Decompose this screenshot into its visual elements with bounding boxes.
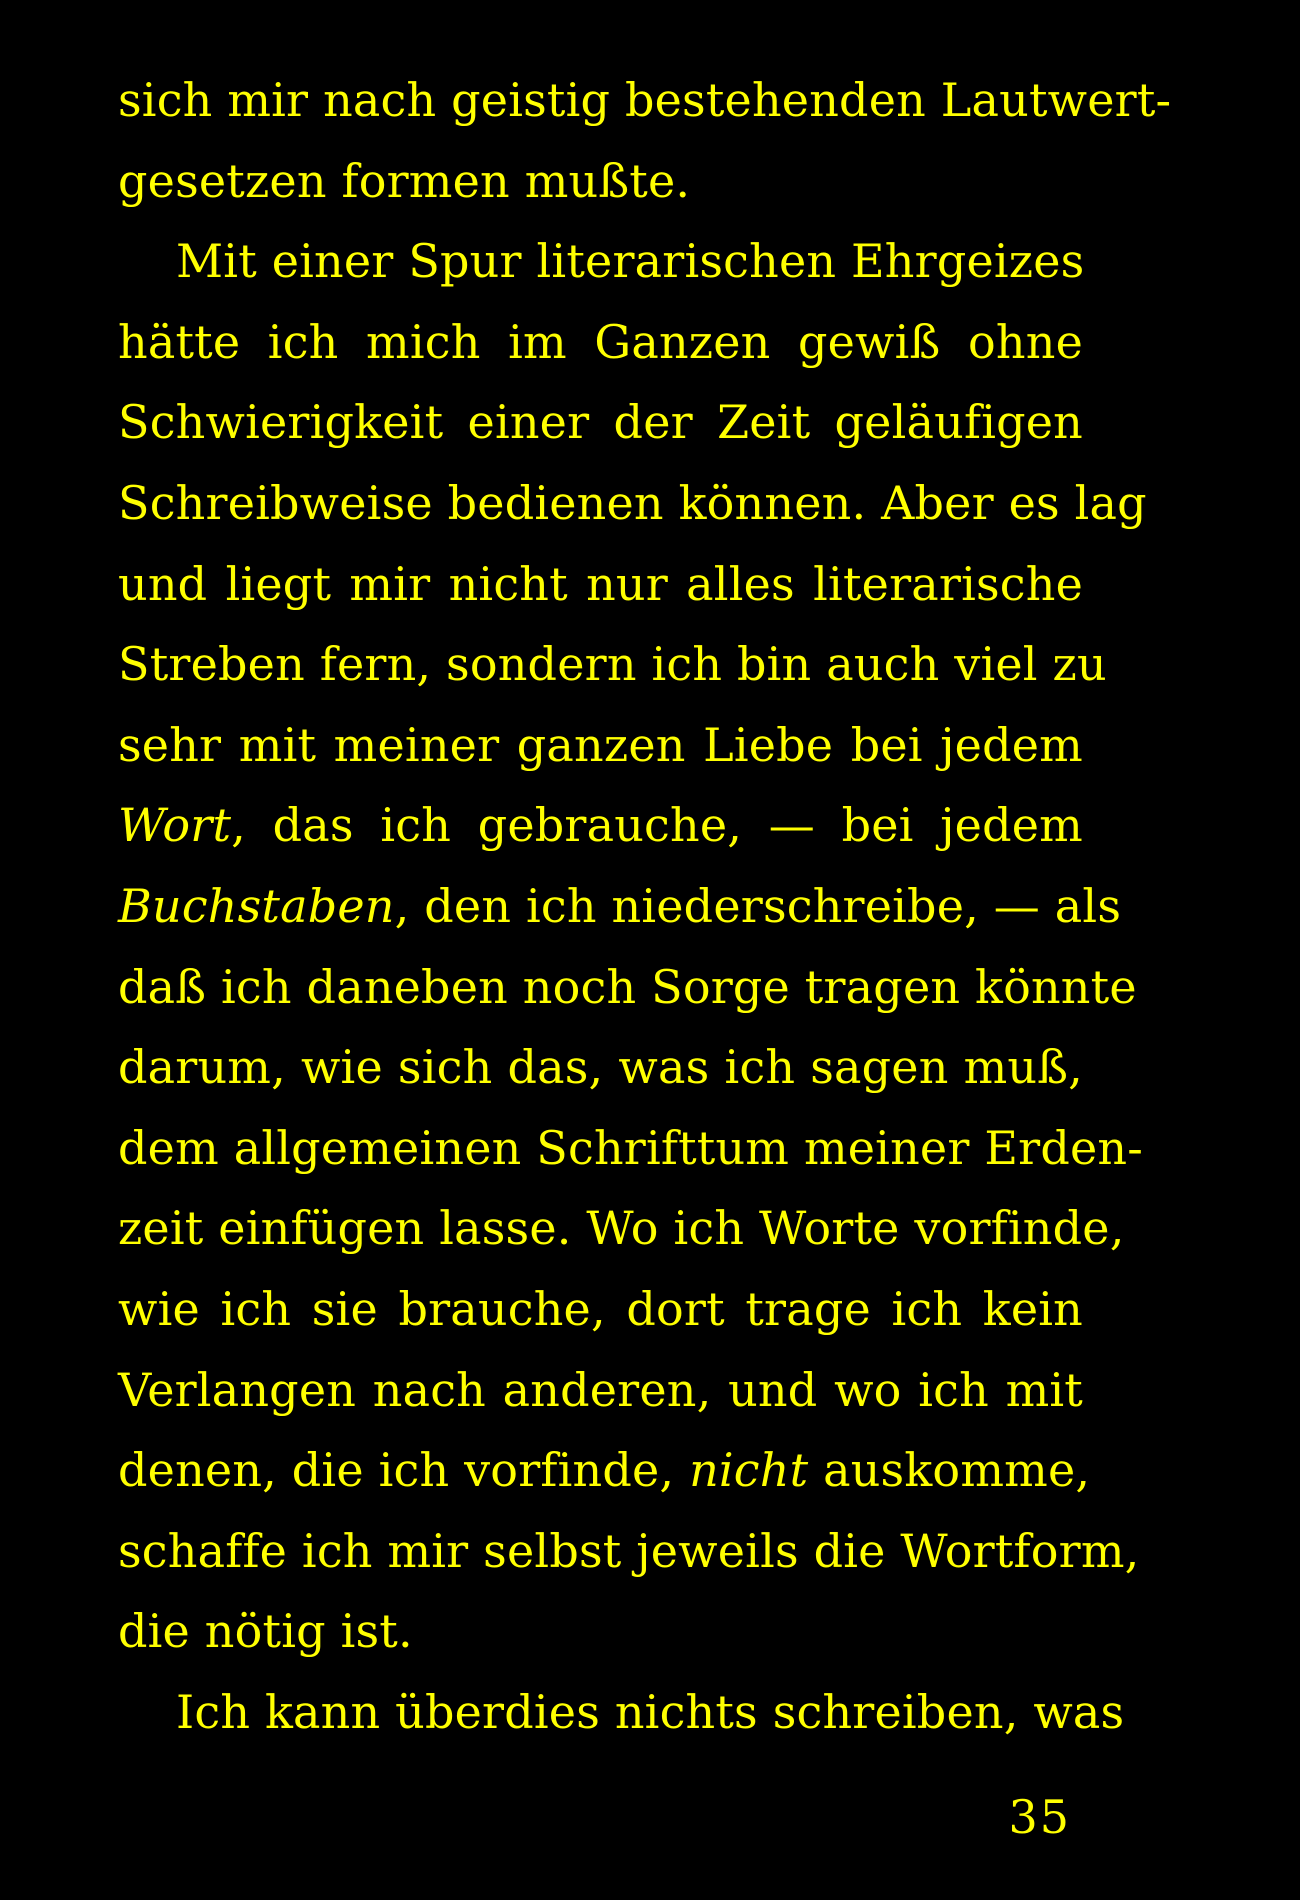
text-line: sehr mit meiner ganzen Liebe bei jedem xyxy=(118,717,1083,772)
text-line: und liegt mir nicht nur alles literarische xyxy=(118,556,1083,611)
emphasis-word: nicht xyxy=(689,1443,809,1498)
text-line: Schwierigkeit einer der Zeit geläufigen xyxy=(118,395,1083,450)
page-number: 35 xyxy=(1008,1790,1071,1844)
text-line: zeit einfügen lasse. Wo ich Worte vorfinde, xyxy=(118,1201,1125,1256)
text-line: Verlangen nach anderen, und wo ich mit xyxy=(118,1362,1083,1417)
text-line: Streben fern, sondern ich bin auch viel zu xyxy=(118,637,1107,692)
text-line: hätte ich mich im Ganzen gewiß ohne xyxy=(118,314,1083,369)
emphasis-word: Buchstaben xyxy=(118,878,395,933)
text-line: Mit einer Spur literarischen Ehrgeizes xyxy=(176,234,1085,289)
emphasis-word: Wort xyxy=(118,798,232,853)
text-line: schaffe ich mir selbst jeweils die Wortform, xyxy=(118,1523,1140,1578)
text-line: Schreibweise bedienen können. Aber es lag xyxy=(118,475,1147,530)
text-line: Ich kann überdies nichts schreiben, was xyxy=(176,1684,1125,1739)
text-line: die nötig ist. xyxy=(118,1604,413,1659)
text-line: darum, wie sich das, was ich sagen muß, xyxy=(118,1040,1083,1095)
text-line: wie ich sie brauche, dort trage ich kein xyxy=(118,1281,1083,1336)
text-line: denen, die ich vorfinde, nicht auskomme, xyxy=(118,1443,1091,1498)
text-line: sich mir nach geistig bestehenden Lautwert- xyxy=(118,73,1172,127)
text-line: gesetzen formen mußte. xyxy=(118,153,691,208)
text-line: Buchstaben, den ich niederschreibe, — als xyxy=(118,878,1122,933)
body-text xyxy=(118,60,1172,1752)
text-line: Wort, das ich gebrauche, — bei jedem xyxy=(118,798,1083,853)
text-line: daß ich daneben noch Sorge tragen könnte xyxy=(118,959,1137,1014)
text-line: dem allgemeinen Schrifttum meiner Erden- xyxy=(118,1120,1143,1175)
